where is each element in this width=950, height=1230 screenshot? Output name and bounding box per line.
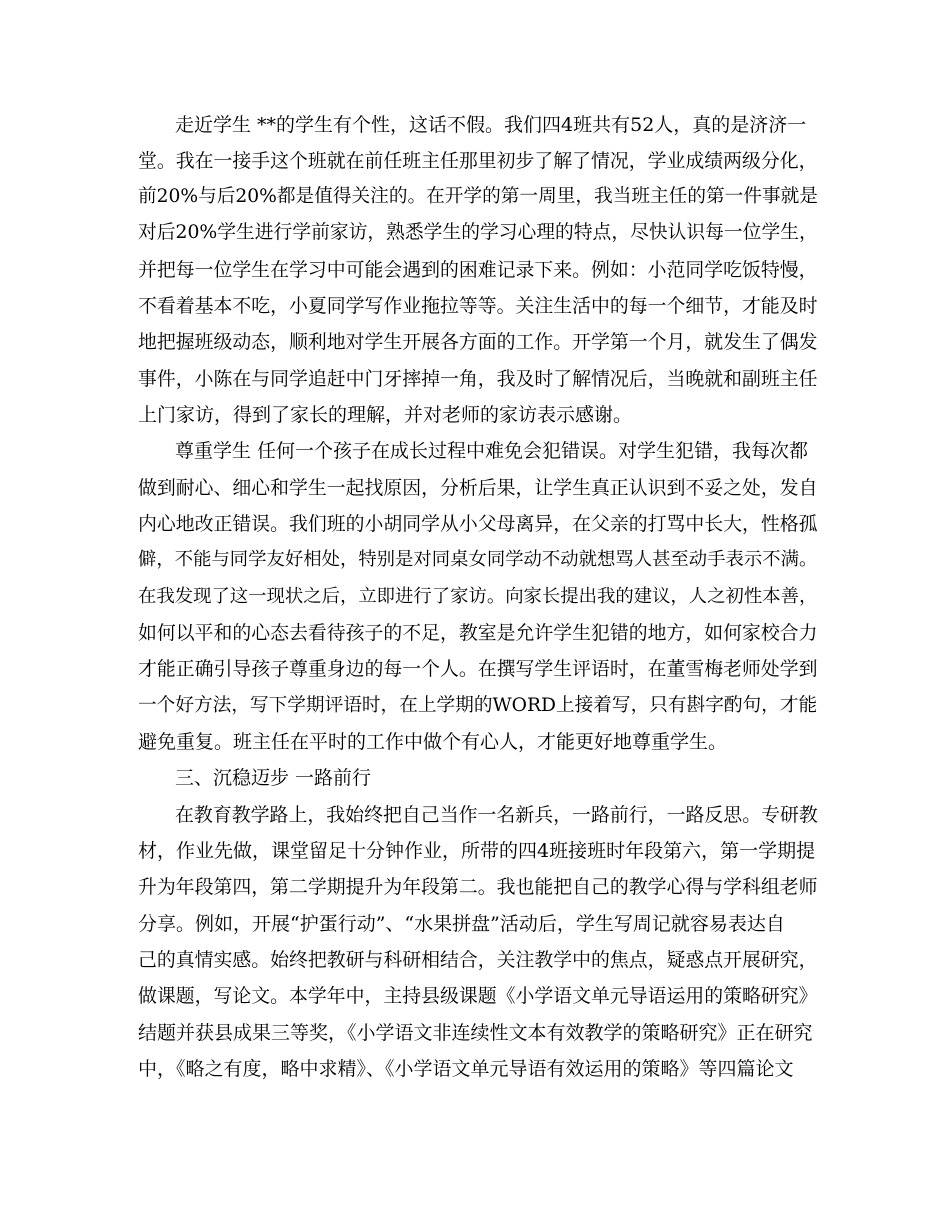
text-line: 内心地改正错误。我们班的小胡同学从小父母离异，在父亲的打骂中长大，性格孤: [138, 513, 818, 535]
text-line: 不看着基本不吃，小夏同学写作业拖拉等等。关注生活中的每一个细节，才能及时: [138, 295, 818, 317]
text-line: 做到耐心、细心和学生一起找原因，分析后果，让学生真正认识到不妥之处，发自: [138, 477, 818, 499]
text-line: 堂。我在一接手这个班就在前任班主任那里初步了解了情况，学业成绩两级分化，: [138, 150, 818, 172]
text-line: 才能正确引导孩子尊重身边的每一个人。在撰写学生评语时，在董雪梅老师处学到: [138, 658, 818, 680]
text-line: 结题并获县成果三等奖，《小学语文非连续性文本有效教学的策略研究》正在研究: [138, 1022, 813, 1044]
text-line: 升为年段第四，第二学期提升为年段第二。我也能把自己的教学心得与学科组老师: [138, 876, 818, 898]
section-heading: 三、沉稳迈步 一路前行: [175, 767, 372, 789]
text-line: 避免重复。班主任在平时的工作中做个有心人，才能更好地尊重学生。: [138, 731, 728, 753]
text-line: 做课题，写论文。本学年中，主持县级课题《小学语文单元导语运用的策略研究》: [138, 985, 818, 1007]
text-line: 在我发现了这一现状之后，立即进行了家访。向家长提出我的建议，人之初性本善，: [138, 586, 818, 607]
text-line: 僻，不能与同学友好相处，特别是对同桌女同学动不动就想骂人甚至动手表示不满。: [138, 549, 818, 570]
text-line: 尊重学生 任何一个孩子在成长过程中难免会犯错误。对学生犯错，我每次都: [175, 440, 809, 462]
text-line: 分享。例如，开展“护蛋行动”、“水果拼盘”活动后，学生写周记就容易表达自: [138, 913, 785, 935]
text-line: 对后20%学生进行学前家访，熟悉学生的学习心理的特点，尽快认识每一位学生，: [138, 222, 818, 243]
text-line: 并把每一位学生在学习中可能会遇到的困难记录下来。例如：小范同学吃饭特慢，: [138, 259, 818, 281]
text-line: 中，《略之有度，略中求精》、《小学语文单元导语有效运用的策略》等四篇论文: [138, 1058, 794, 1080]
text-line: 己的真情实感。始终把教研与科研相结合，关注教学中的焦点，疑惑点开展研究，: [138, 949, 818, 971]
text-line: 前20%与后20%都是值得关注的。在开学的第一周里，我当班主任的第一件事就是: [138, 186, 818, 207]
text-line: 一个好方法，写下学期评语时，在上学期的WORD上接着写，只有斟字酌句，才能: [138, 695, 818, 716]
text-line: 如何以平和的心态去看待孩子的不足，教室是允许学生犯错的地方，如何家校合力: [138, 622, 818, 644]
text-line: 上门家访，得到了家长的理解，并对老师的家访表示感谢。: [138, 404, 633, 426]
text-line: 材，作业先做，课堂留足十分钟作业，所带的四4班接班时年段第六，第一学期提: [138, 840, 816, 862]
text-line: 地把握班级动态，顺利地对学生开展各方面的工作。开学第一个月，就发生了偶发: [138, 331, 818, 353]
text-line: 走近学生 **的学生有个性，这话不假。我们四4班共有52人，真的是济济一: [175, 114, 807, 136]
text-line: 在教育教学路上，我始终把自己当作一名新兵，一路前行，一路反思。专研教: [175, 804, 818, 826]
text-line: 事件，小陈在与同学追赶中门牙摔掉一角，我及时了解情况后，当晚就和副班主任: [138, 368, 818, 390]
